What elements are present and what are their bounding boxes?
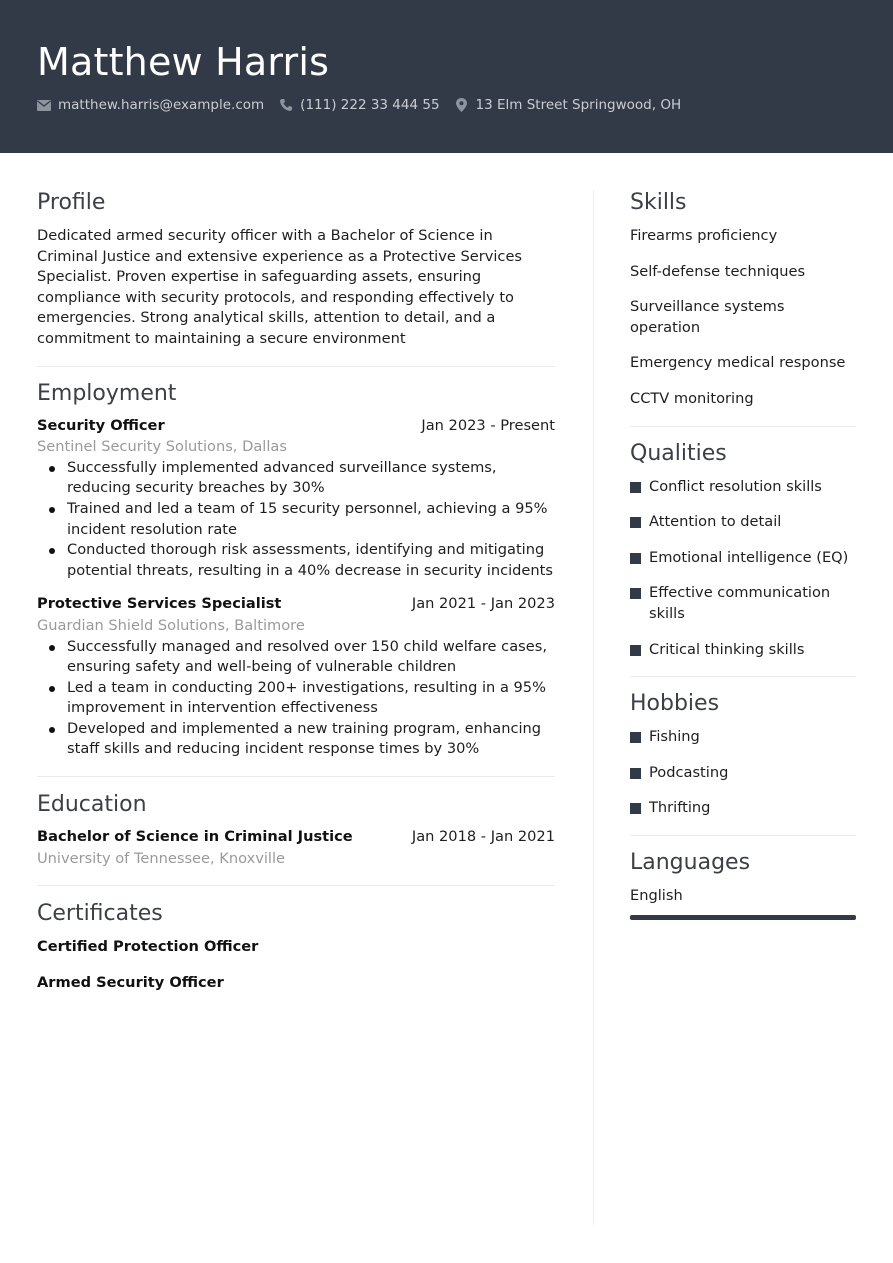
address-text: 13 Elm Street Springwood, OH (475, 97, 682, 113)
square-bullet (630, 645, 641, 656)
phone-text: (111) 222 33 444 55 (300, 97, 440, 113)
job-bullets (37, 637, 555, 761)
qualities-section (630, 427, 856, 678)
hobby-item: Fishing (630, 727, 856, 748)
square-bullet (630, 517, 641, 528)
section-title-languages: Languages (630, 849, 751, 875)
section-title-hobbies: Hobbies (630, 691, 720, 717)
skill-item: Self-defense techniques (630, 262, 806, 280)
hobby-item: Podcasting (630, 763, 856, 784)
job-company: Sentinel Security Solutions, Dallas (37, 438, 287, 456)
contact-email[interactable] (37, 97, 264, 113)
skill-item: Surveillance systems operation (630, 298, 785, 336)
contact-bar (37, 96, 696, 114)
certificates-section (37, 886, 555, 993)
language-name: English (630, 886, 683, 904)
list-item: Led a team in conducting 200+ investigations, resulting in a 95% improvement in intervention effectiveness (37, 678, 555, 719)
square-bullet (630, 732, 641, 743)
skill-item: Firearms proficiency (630, 227, 778, 244)
quality-item: Effective communication skills (630, 583, 856, 624)
list-item: Successfully implemented advanced surveillance systems, reducing security breaches by 30% (37, 458, 555, 499)
square-bullet (630, 553, 641, 564)
education-dates: Jan 2018 - Jan 2021 (411, 828, 555, 846)
map-pin-icon (455, 98, 469, 112)
square-bullet (630, 588, 641, 599)
job-dates: Jan 2023 - Present (421, 416, 555, 434)
job-header (37, 417, 555, 438)
bullet-dot (49, 466, 55, 472)
quality-item: Attention to detail (630, 512, 856, 533)
job-entry (37, 595, 555, 760)
job-header (37, 595, 555, 616)
column-divider (593, 190, 594, 1225)
degree-title: Bachelor of Science in Criminal Justice (37, 828, 353, 846)
job-company: Guardian Shield Solutions, Baltimore (37, 616, 305, 634)
school-name: University of Tennessee, Knoxville (37, 849, 286, 867)
certificate-item: Armed Security Officer (37, 973, 224, 991)
list-item: Successfully managed and resolved over 150 child welfare cases, ensuring safety and well-being of vulnerable children (37, 637, 555, 678)
quality-item: Conflict resolution skills (630, 477, 856, 498)
section-title-certificates: Certificates (37, 901, 163, 927)
square-bullet (630, 803, 641, 814)
education-header (37, 828, 555, 849)
phone-icon (279, 98, 293, 112)
resume-header (0, 0, 893, 153)
profile-section (37, 188, 555, 367)
square-bullet (630, 768, 641, 779)
contact-phone[interactable] (279, 97, 439, 113)
main-column (37, 188, 555, 1008)
job-title: Protective Services Specialist (37, 595, 282, 613)
list-item: Trained and led a team of 15 security personnel, achieving a 95% incident resolution rate (37, 499, 555, 540)
profile-text: Dedicated armed security officer with a Bachelor of Science in Criminal Justice and extensive experience as a Protective Services Specialist. Proven expertise in safeguarding assets, ensuring compliance with security protocols, and responding effectively to emergencies. Strong analytical skills, attention to detail, and a commitment to maintaining a secure environment (37, 227, 523, 347)
skill-item: Emergency medical response (630, 354, 846, 372)
bullet-dot (49, 548, 55, 554)
quality-item: Emotional intelligence (EQ) (630, 548, 856, 569)
square-bullet (630, 482, 641, 493)
bullet-dot (49, 686, 55, 692)
list-item: Conducted thorough risk assessments, identifying and mitigating potential threats, resulting in a 40% decrease in security incidents (37, 540, 555, 581)
job-bullets (37, 458, 555, 582)
job-entry (37, 417, 555, 582)
hobby-item: Thrifting (630, 798, 856, 819)
quality-item: Critical thinking skills (630, 640, 856, 661)
language-level-bar (630, 915, 856, 920)
job-dates: Jan 2021 - Jan 2023 (411, 595, 555, 613)
languages-section (630, 836, 856, 920)
skills-section (630, 188, 856, 427)
section-title-education: Education (37, 792, 147, 818)
job-title: Security Officer (37, 416, 165, 434)
hobbies-section (630, 677, 856, 836)
section-title-skills: Skills (630, 190, 687, 215)
section-title-profile: Profile (37, 190, 106, 215)
bullet-dot (49, 645, 55, 651)
bullet-dot (49, 507, 55, 513)
bullet-dot (49, 727, 55, 733)
email-text: matthew.harris@example.com (58, 97, 265, 113)
language-level-fill (630, 915, 856, 920)
list-item: Developed and implemented a new training program, enhancing staff skills and reducing incident response times by 30% (37, 719, 555, 760)
certificate-item: Certified Protection Officer (37, 938, 259, 956)
envelope-icon (37, 98, 51, 112)
section-title-employment: Employment (37, 380, 177, 406)
education-section (37, 777, 555, 886)
skill-item: CCTV monitoring (630, 389, 754, 407)
side-column (630, 188, 856, 920)
candidate-name: Matthew Harris (37, 40, 330, 84)
employment-section (37, 367, 555, 778)
section-title-qualities: Qualities (630, 440, 727, 466)
contact-address (455, 97, 682, 113)
